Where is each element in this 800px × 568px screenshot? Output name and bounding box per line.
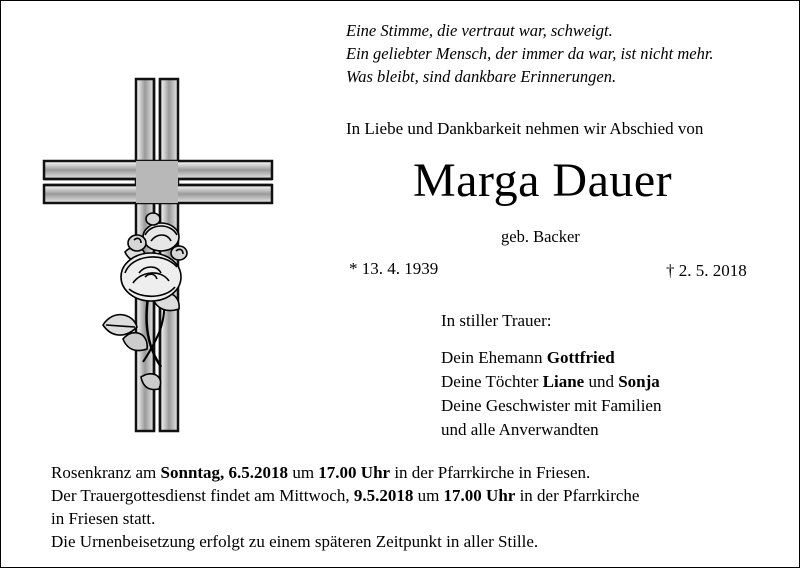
mourner-relatives: und alle Anverwandten xyxy=(441,420,599,439)
maiden-name: geb. Backer xyxy=(501,227,580,246)
urn-burial-line: Die Urnenbeisetzung erfolgt zu einem späteren Zeitpunkt in aller Stille. xyxy=(51,532,539,551)
poem-line: Ein geliebter Mensch, der immer da war, ist nicht mehr. xyxy=(346,44,714,63)
mourner-siblings: Deine Geschwister mit Familien xyxy=(441,396,662,415)
cross-with-rose-icon xyxy=(41,77,281,437)
poem-line: Eine Stimme, die vertraut war, schweigt. xyxy=(346,21,613,40)
mourning-heading: In stiller Trauer: xyxy=(441,311,552,330)
service-details xyxy=(51,461,771,553)
rosary-line: Rosenkranz am Sonntag, 6.5.2018 um 17.00 Uhr in der Pfarrkirche in Friesen. xyxy=(51,463,591,482)
mourner-daughters: Deine Töchter Liane und Sonja xyxy=(441,372,660,391)
funeral-line: Der Trauergottesdienst findet am Mittwoch, 9.5.2018 um 17.00 Uhr in der Pfarrkirche xyxy=(51,486,640,505)
farewell-intro: In Liebe und Dankbarkeit nehmen wir Abschied von xyxy=(346,119,704,138)
poem xyxy=(346,19,786,88)
mourner-spouse: Dein Ehemann Gottfried xyxy=(441,348,615,367)
mourners-list xyxy=(441,346,661,442)
death-date: † 2. 5. 2018 xyxy=(666,261,747,280)
funeral-line-continued: in Friesen statt. xyxy=(51,509,156,528)
birth-date: * 13. 4. 1939 xyxy=(349,259,439,278)
poem-line: Was bleibt, sind dankbare Erinnerungen. xyxy=(346,67,617,86)
deceased-name: Marga Dauer xyxy=(413,154,673,207)
